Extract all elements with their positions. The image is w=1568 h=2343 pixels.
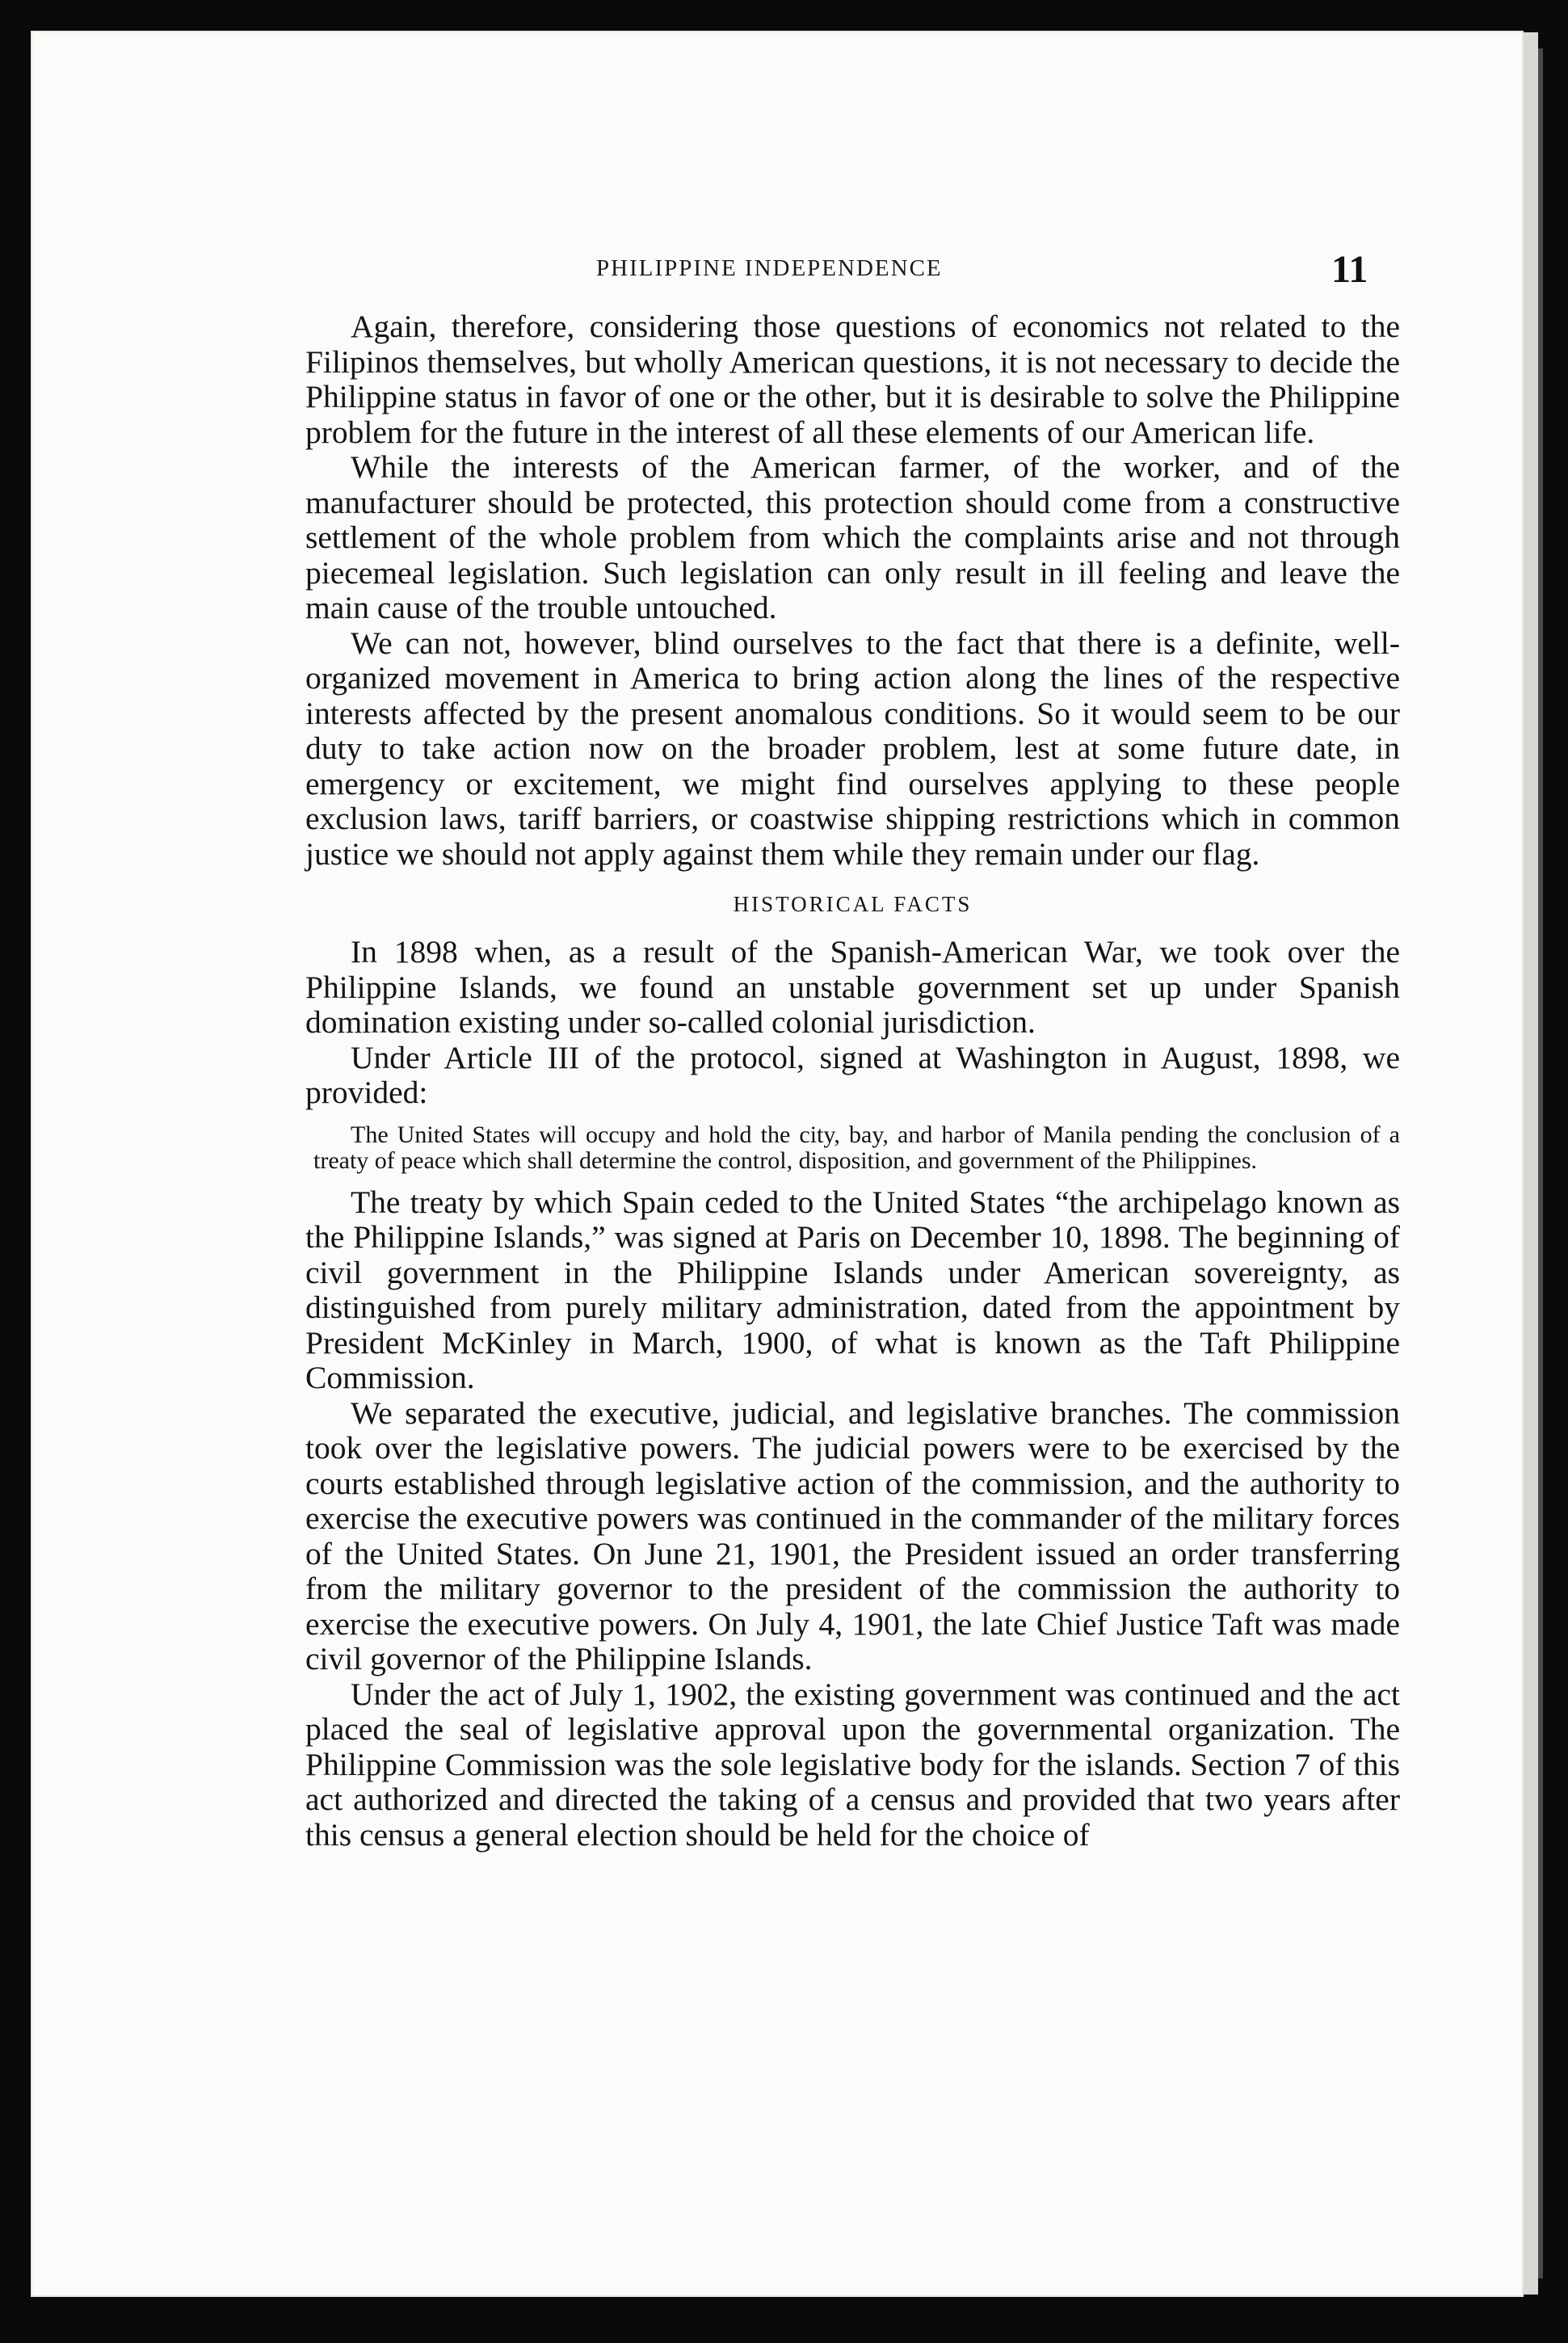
page-header — [31, 247, 1524, 304]
running-head: PHILIPPINE INDEPENDENCE — [596, 255, 943, 281]
page-number: 11 — [1331, 248, 1368, 291]
section-heading: HISTORICAL FACTS — [733, 892, 973, 916]
paragraph: In 1898 when, as a result of the Spanish-American War, we took over the Philippine Islands, we found an unstable government set up under Spanish domination existing under so-called colonial jurisdiction. — [305, 934, 1400, 1040]
quote-text: The United States will occupy and hold the city, bay, and harbor of Manila pending the conclusion of a treaty of peace which shall determine the control, disposition, and government of the Philippines. — [313, 1121, 1400, 1174]
page-body — [305, 309, 1400, 1853]
block-quote — [305, 1122, 1400, 1174]
paragraph: Under Article III of the protocol, signed at Washington in August, 1898, we provided: — [305, 1039, 1400, 1110]
paragraph: The treaty by which Spain ceded to the United States “the archipelago known as the Philippine Islands,” was signed at Paris on December 10, 1898. The beginning of civil government in the Philippine Islands under American sovereignty, as distinguished from purely military administration, dated from the appointment by President McKinley in March, 1900, of what is known as the Taft Philippine Commission. — [305, 1184, 1400, 1395]
page-edge — [1524, 32, 1538, 2295]
document-page — [31, 31, 1524, 2297]
paragraph: We separated the executive, judicial, and legislative branches. The commission took over the legislative powers. The judicial powers were to be exercised by the courts established through legislative action of the commission, and the authority to exercise the executive powers was continued in the commander of the military forces of the United States. On June 21, 1901, the President issued an order transferring from the military governor to the president of the commission the authority to exercise the executive powers. On July 4, 1901, the late Chief Justice Taft was made civil governor of the Philippine Islands. — [305, 1394, 1400, 1676]
paragraph: While the interests of the American farmer, of the worker, and of the manufacturer should be protected, this protection should come from a constructive settlement of the whole problem from which the complaints arise and not through piecemeal legislation. Such legislation can only result in ill feeling and leave the main cause of the trouble untouched. — [305, 449, 1400, 625]
paragraph: We can not, however, blind ourselves to the fact that there is a definite, well-organized movement in America to bring action along the lines of the respective interests affected by the present anomalous conditions. So it would seem to be our duty to take action now on the broader problem, lest at some future date, in emergency or excitement, we might find ourselves applying to these people exclusion laws, tariff barriers, or coastwise shipping restrictions which in common justice we should not apply against them while they remain under our flag. — [305, 625, 1400, 872]
paragraph: Under the act of July 1, 1902, the existing government was continued and the act placed the seal of legislative approval upon the governmental organization. The Philippine Commission was the sole legislative body for the islands. Section 7 of this act authorized and directed the taking of a census and provided that two years after this census a general election should be held for the choice of — [305, 1676, 1400, 1853]
paragraph: Again, therefore, considering those questions of economics not related to the Filipinos themselves, but wholly American questions, it is not necessary to decide the Philippine status in favor of one or the other, but it is desirable to solve the Philippine problem for the future in the interest of all these elements of our American life. — [305, 309, 1400, 450]
page-edge-shadow — [1538, 48, 1543, 2278]
